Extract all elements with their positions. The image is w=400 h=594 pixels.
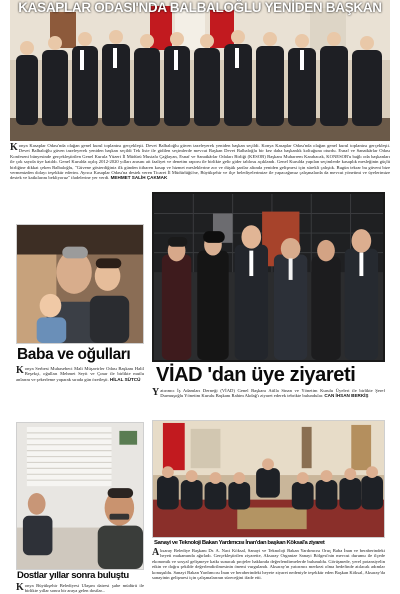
viad-byline: CAN İHSAN BERKİŞ xyxy=(324,393,369,399)
father-son-text: onya Serbest Muhasebeci Mali Müşavirler Odası Başkanı Halil Beşekçi, oğulları Mehmet Seyit ve Çınar ile birlikte mutlu anlarını ve şekerleme yaparak sırada gün özetleşti. xyxy=(16,366,144,382)
viad-text: atırımcı İş Adamları Derneği (VİAD) Genel Başkanı Atilla Sinan ve Yönetim Kurulu Üyeleri ile birlikte Şeref Durmuşoğlu Yönetim Kurulu Başkanı Rahim Akdağ'ı ziyaret ederek tebrikte bulundular. xyxy=(160,388,385,399)
minister-photo xyxy=(152,420,385,538)
minister-text: ksaray Belediye Başkanı Dr. A. Naci Köksal, Sanayi ve Teknoloji Bakan Yardımcısı Oruç Baba İnan ve beraberindeki heyeti makamında ağırladı. Gerçekleştirilen ziyarette, Aksaray Organize Sanayi Bölgesi'nin mevcut durumu ile ilçede ekonomik ve sosyal gelişmeye katkı sunacak projeler hakkında değerlendirmelerde bulunuldu. Görüşmede, yerel potansiyelin etkin ve doğru şekilde değerlendirilmesinin önemi vurgulandı. Aksaray'ın yatırımcı merkezi olma hedefinde atılacak adımlar konuşuldu. Sanayi Bakan Yardımcısı İnan ve beraberindeki heyete ziyaret nedeniyle teşekkür eden Başkan Köksal, Aksaray'da sanayinin gelişmesi için çalışmalarının süreceğini ifade etti. xyxy=(152,548,385,581)
minister-headline: Sanayi ve Teknoloji Bakan Yardımcısı İnan'dan başkan Köksal'a ziyaret xyxy=(154,540,325,546)
friends-body xyxy=(16,583,144,594)
friends-photo xyxy=(16,422,144,570)
friends-headline: Dostlar yıllar sonra buluştu xyxy=(17,570,129,581)
friends-story xyxy=(16,422,144,594)
top-story-byline: MEHMET SALİH ÇAKMAK xyxy=(110,175,168,181)
top-story-headline: KASAPLAR ODASI'NDA BALBALOĞLU YENİDEN BAŞKAN xyxy=(18,0,382,15)
father-son-headline: Baba ve oğulları xyxy=(17,346,131,363)
top-story-text: onya Kasaplar Odası'nda olağan genel kurul toplantısı gerçekleşti. Devet Balbaloğlu güven tazeleyerek yeniden başkan seçildi. Konya Kasaplar Odası'nda olağan genel kurul toplantısı gerçekleşti. Devet Balbaloğlu güven tazeleyerek yeniden başkan seçildi Tek liste ile gidilen seçimlerde mevcut Başkan Devet Balbaloğlu bir kez daha başkanlık koltuğuna oturdu. Esnaf ve Sanatkârlar Odası Konfeseni bünyesinde gerçekleştirilen Genel Kurula Yüzeri İl Müdürü Mustafa Çağlayan, Esnaf ve Sanatkârlar Odaları Birliği (KESOB) Başkanı Muharrem Karabacak, KONESOB'u bağlı oda başkanları ile çok sayıda üye katıldı. Genel Kurulda açılış 2012-2020 yılları arasını ait faaliyet ve denetim raporu ile birlikte gelir gider tablosu açıklandı. Genel Kurulda yapılan seçimlerde kasaplık mesleğinin güçlü birliğine dikkat çeken Balbaloğlu, "Güvene gösterdiğiniz ilk günden itibaren kasap ve hizmet mesleklerine zor ve düşük şartlar altında yeniden gelişmesi için sürekli çalıştık. Bugün tekrar bu güveni bize vermenizden dolayı teşekkür ederim. Ayrıca Kasaplar Odası'na destek veren Ticaret İl Müdürlüğü'ne, Büyükşehir ve ilçe belediyelerimize ile yapacağımız çalışmalarda da mevcut yönetimi ve üyelerimize destek ve katkılarını bekliyoruz" ifadelerine yer verdi. xyxy=(10,143,390,181)
friends-text: onya Büyükşehir Belediyesi Ulaşım dairesi şube müdürü ile birlikte yıllar sonra bir araya gelen dostlar... xyxy=(24,583,144,594)
viad-headline: VİAD 'dan üye ziyareti xyxy=(156,364,356,386)
viad-photo xyxy=(152,192,385,362)
dropcap: K xyxy=(16,583,24,593)
dropcap: A xyxy=(152,548,160,558)
top-story xyxy=(10,0,390,190)
minister-story xyxy=(152,420,385,594)
minister-body xyxy=(152,548,385,594)
dropcap: Y xyxy=(152,388,160,398)
top-story-photo xyxy=(10,0,390,141)
viad-story xyxy=(152,192,385,414)
father-son-byline: HİLAL SÜTCÜ xyxy=(109,376,141,382)
dropcap: K xyxy=(16,366,24,376)
top-story-body xyxy=(10,143,390,189)
father-son-story xyxy=(16,224,144,396)
viad-body xyxy=(152,388,385,408)
dropcap: K xyxy=(10,143,18,153)
father-son-body xyxy=(16,366,144,396)
father-son-photo xyxy=(16,224,144,344)
